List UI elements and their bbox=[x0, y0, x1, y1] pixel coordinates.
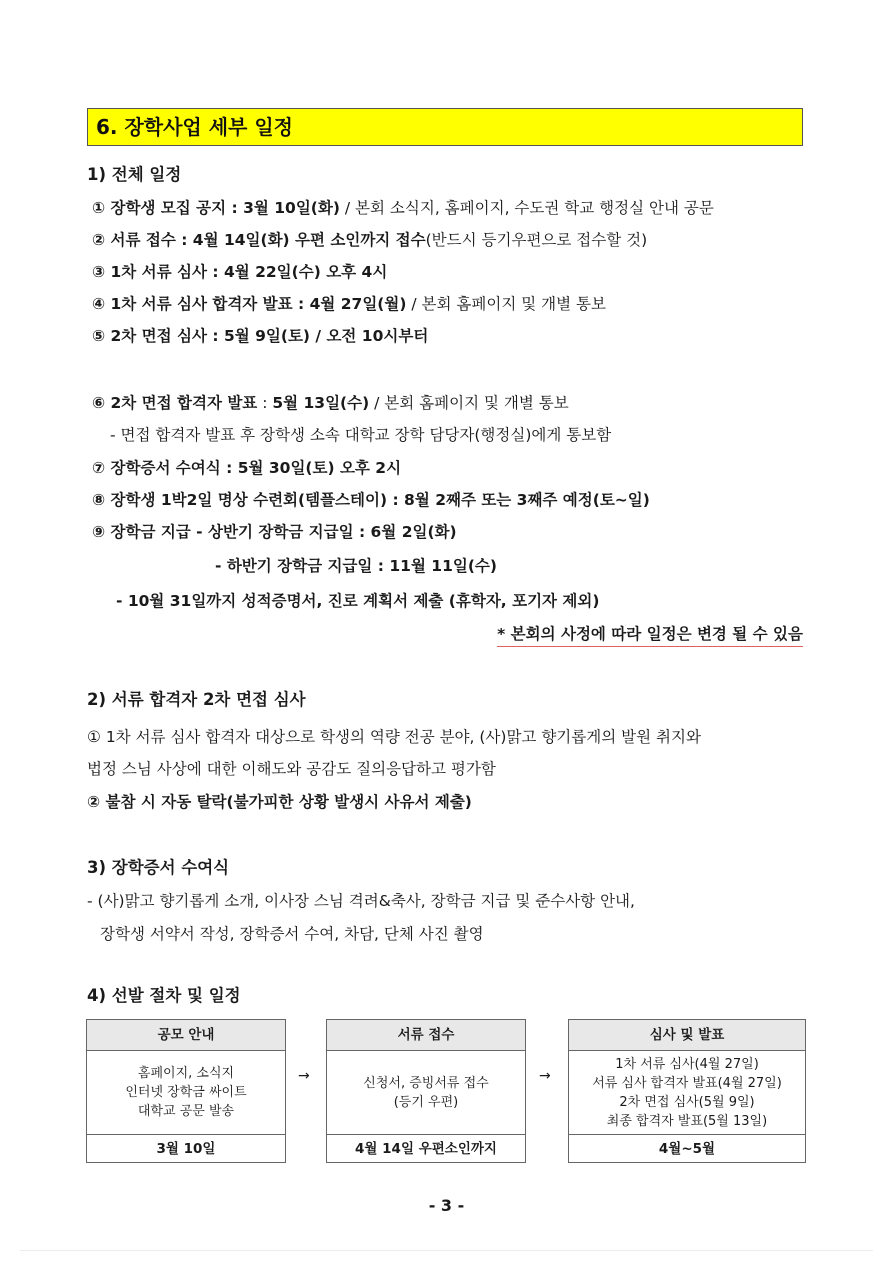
schedule-item-4-bold: ④ 1차 서류 심사 합격자 발표 : 4월 27일(월) bbox=[92, 295, 407, 313]
section4-title: 4) 선발 절차 및 일정 bbox=[87, 986, 241, 1005]
section-header: 6. 장학사업 세부 일정 bbox=[87, 108, 803, 146]
schedule-item-9 bbox=[92, 522, 457, 542]
schedule-item-9-second-bold: - 하반기 장학금 지급일 : 11월 11일(수) bbox=[215, 557, 497, 575]
schedule-item-6-bold: ⑥ 2차 면접 합격자 발표 bbox=[92, 394, 258, 412]
schedule-item-2 bbox=[92, 230, 647, 250]
process-box-submission bbox=[326, 1019, 526, 1163]
schedule-item-6-sub: - 면접 합격자 발표 후 장학생 소속 대학교 장학 담당자(행정실)에게 통보함 bbox=[110, 426, 612, 444]
schedule-item-5 bbox=[92, 326, 428, 346]
schedule-item-3 bbox=[92, 262, 387, 282]
process-box-body-line: 1차 서류 심사(4월 27일) bbox=[615, 1056, 759, 1072]
process-box-body-line: 홈페이지, 소식지 bbox=[137, 1066, 235, 1081]
schedule-item-3-bold: ③ 1차 서류 심사 : 4월 22일(수) 오후 4시 bbox=[92, 263, 388, 281]
schedule-item-2-rest: (반드시 등기우편으로 접수할 것) bbox=[425, 231, 648, 249]
process-box-body-line: (등기 우편) bbox=[393, 1094, 459, 1110]
schedule-item-9-note-bold: - 10월 31일까지 성적증명서, 진로 계획서 제출 (휴학자, 포기자 제외) bbox=[116, 592, 600, 610]
section2-line3: ② 불참 시 자동 탈락(불가피한 상황 발생시 사유서 제출) bbox=[87, 793, 472, 811]
process-box-foot: 4월 14일 우편소인까지 bbox=[327, 1134, 525, 1163]
page-bottom-divider bbox=[20, 1250, 873, 1251]
process-box-body bbox=[327, 1051, 525, 1134]
process-box-announcement bbox=[86, 1019, 286, 1163]
process-box-body-line: 신청서, 증빙서류 접수 bbox=[363, 1075, 489, 1091]
process-box-body-line: 최종 합격자 발표(5월 13일) bbox=[606, 1113, 768, 1129]
process-box-head: 공모 안내 bbox=[87, 1020, 285, 1051]
process-box-foot: 3월 10일 bbox=[87, 1134, 285, 1163]
schedule-change-note: * 본회의 사정에 따라 일정은 변경 될 수 있음 bbox=[497, 624, 803, 647]
schedule-item-4-rest: / 본회 홈페이지 및 개별 통보 bbox=[406, 295, 606, 313]
page-number: - 3 - bbox=[428, 1196, 465, 1215]
process-box-head: 서류 접수 bbox=[327, 1020, 525, 1051]
schedule-item-1-rest: / 본회 소식지, 홈페이지, 수도권 학교 행정실 안내 공문 bbox=[339, 199, 714, 217]
section3-line1: - (사)맑고 향기롭게 소개, 이사장 스님 격려&축사, 장학금 지급 및 준수사항 안내, bbox=[87, 892, 635, 910]
schedule-item-1-bold: ① 장학생 모집 공지 : 3월 10일(화) bbox=[92, 199, 340, 217]
schedule-item-6-rest: / 본회 홈페이지 및 개별 통보 bbox=[369, 394, 569, 412]
schedule-item-4 bbox=[92, 294, 606, 314]
process-box-body-line: 인터넷 장학금 싸이트 bbox=[125, 1085, 247, 1100]
section2-line2: 법정 스님 사상에 대한 이해도와 공감도 질의응답하고 평가함 bbox=[87, 760, 496, 778]
schedule-item-6-sep: : bbox=[257, 394, 273, 412]
section3-title: 3) 장학증서 수여식 bbox=[87, 858, 230, 877]
section2-title: 2) 서류 합격자 2차 면접 심사 bbox=[87, 690, 306, 709]
process-box-head: 심사 및 발표 bbox=[569, 1020, 805, 1051]
schedule-item-9-second bbox=[215, 556, 497, 576]
schedule-item-7 bbox=[92, 458, 401, 478]
schedule-item-7-bold: ⑦ 장학증서 수여식 : 5월 30일(토) 오후 2시 bbox=[92, 459, 402, 477]
schedule-item-9-note bbox=[116, 591, 599, 611]
schedule-item-6 bbox=[92, 393, 569, 413]
process-box-body-line: 대학교 공문 발송 bbox=[137, 1104, 235, 1119]
schedule-item-8 bbox=[92, 490, 650, 510]
schedule-item-6-date: 5월 13일(수) bbox=[272, 394, 370, 412]
process-box-body bbox=[87, 1051, 285, 1134]
process-box-body-line: 서류 심사 합격자 발표(4월 27일) bbox=[592, 1075, 782, 1091]
process-box-foot: 4월~5월 bbox=[569, 1134, 805, 1163]
schedule-item-1 bbox=[92, 198, 714, 218]
schedule-item-9-bold: ⑨ 장학금 지급 - 상반기 장학금 지급일 : 6월 2일(화) bbox=[92, 523, 457, 541]
process-box-body-line: 2차 면접 심사(5월 9일) bbox=[619, 1094, 755, 1110]
process-box-review bbox=[568, 1019, 806, 1163]
process-box-body bbox=[569, 1051, 805, 1134]
section1-title: 1) 전체 일정 bbox=[87, 165, 182, 184]
schedule-item-2-bold: ② 서류 접수 : 4월 14일(화) 우편 소인까지 접수 bbox=[92, 231, 426, 249]
schedule-item-5-bold: ⑤ 2차 면접 심사 : 5월 9일(토) / 오전 10시부터 bbox=[92, 327, 429, 345]
section3-line2: 장학생 서약서 작성, 장학증서 수여, 차담, 단체 사진 촬영 bbox=[100, 925, 484, 943]
section2-line1: ① 1차 서류 심사 합격자 대상으로 학생의 역량 전공 분야, (사)맑고 향기롭게의 발원 취지와 bbox=[87, 728, 701, 746]
arrow-right-icon: → bbox=[539, 1068, 551, 1084]
schedule-item-8-bold: ⑧ 장학생 1박2일 명상 수련회(템플스테이) : 8월 2째주 또는 3째주 예정(토~일) bbox=[92, 491, 650, 509]
arrow-right-icon: → bbox=[298, 1068, 310, 1084]
